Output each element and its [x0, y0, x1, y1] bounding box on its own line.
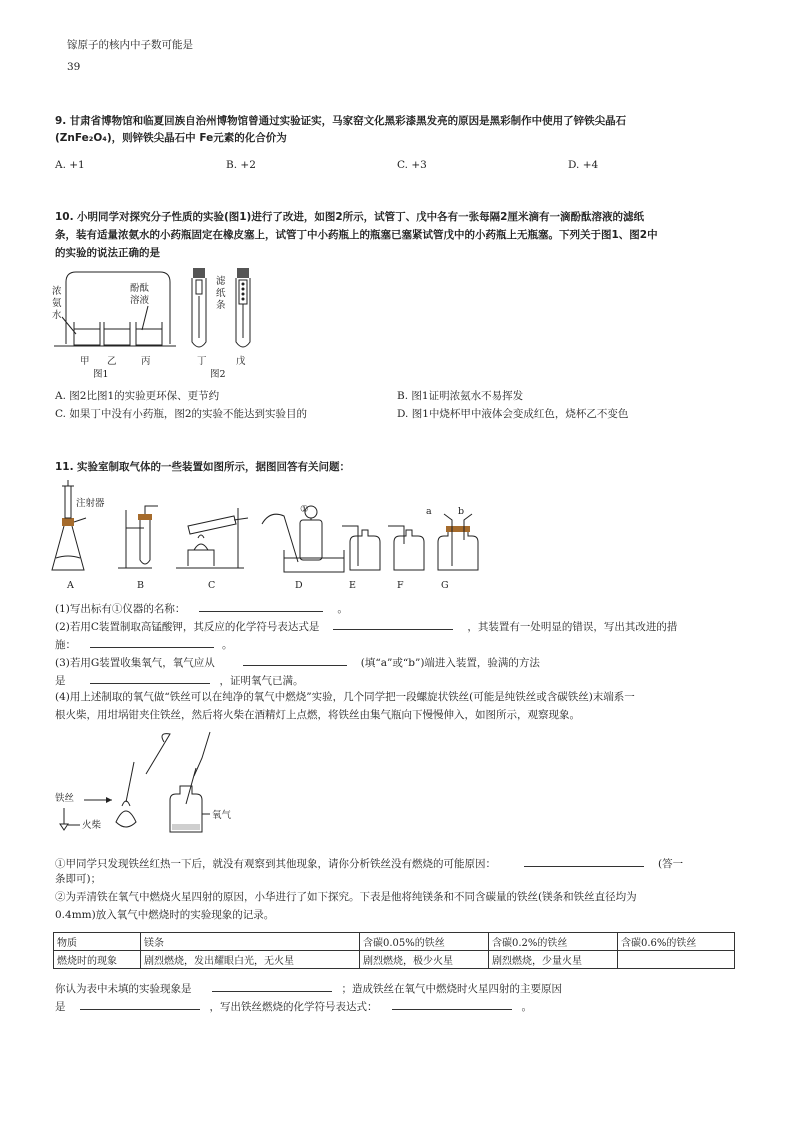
flask-a [52, 526, 84, 570]
vial-ding [196, 280, 202, 294]
stopper-a [62, 518, 74, 526]
alcohol-lamp [116, 811, 136, 827]
label-jia: 甲 [80, 356, 90, 367]
table-cell: 剧烈燃烧，少量火星 [489, 951, 618, 969]
bell-jar [66, 272, 170, 344]
q11-s1-blank[interactable] [199, 600, 323, 612]
q11-s2-line-1 [55, 618, 677, 635]
experiment-table [53, 932, 735, 969]
table-cell: 剧烈燃烧，极少火星 [360, 951, 489, 969]
q11-s2-blank-1[interactable] [333, 618, 453, 630]
q9-option-d: D. +4 [568, 159, 599, 171]
q11-s2-l2pre: 施： [55, 639, 76, 651]
q11-s4-line-2: 根火柴，用坩埚钳夹住铁丝，然后将火柴在酒精灯上点燃，将铁丝由集气瓶向下慢慢伸入，如图所示，观察现象。 [55, 709, 580, 721]
q11-last-pre: 你认为表中未填的实验现象是 [55, 983, 192, 995]
q11-p2-line-1: ②为弄清铁在氧气中燃烧火星四射的原因，小华进行了如下探究。下表是他将纯镁条和不同含碳量的铁丝(镁条和铁丝直径均为 [55, 891, 637, 903]
label-syringe: 注射器 [76, 498, 105, 509]
q11-s3-l2post: ，证明氧气已满。 [219, 675, 304, 687]
test-tube-c [188, 516, 236, 534]
q11-s3-l2pre: 是 [55, 675, 66, 687]
table-row [54, 951, 735, 969]
q11-s2-l2post: 。 [222, 639, 233, 651]
label-apparatus-g: G [441, 580, 449, 591]
q11-s3-line-1 [55, 654, 540, 671]
q11-p1-post: (答一 [658, 858, 684, 870]
q11-s4-line-1: (4)用上述制取的氧气做“铁丝可以在纯净的氧气中燃烧”实验，几个同学把一段螺旋状铁丝(可能是纯铁丝或含碳铁丝)末端系一 [55, 691, 635, 703]
q11-p1-line-2: 条即可)； [55, 873, 102, 885]
q11-p2-line-2: 0.4mm)放入氧气中燃烧时的实验现象的记录。 [55, 909, 275, 921]
beaker-bing [136, 322, 162, 345]
q10-number: 10. [55, 211, 74, 223]
tube-f [388, 526, 404, 544]
q9-stem-text-1: 甘肃省博物馆和临夏回族自治州博物馆曾通过实验证实，马家窑文化黑彩漆黑发亮的原因是黑彩制作中使用了锌铁尖晶石 [69, 115, 627, 127]
table-header-row [54, 933, 735, 951]
label-paper-1: 滤 [216, 276, 226, 287]
label-bing: 丙 [141, 356, 151, 367]
label-apparatus-b: B [137, 580, 144, 591]
label-ammonia-1: 浓 [52, 286, 62, 297]
label-apparatus-c: C [208, 580, 216, 591]
gas-collecting-bottle-d [300, 520, 322, 560]
label-port-b: b [458, 506, 465, 517]
q11-last-line-1 [55, 980, 562, 997]
label-match: 火柴 [82, 820, 102, 831]
label-yi: 乙 [107, 356, 117, 367]
q10-option-c: C. 如果丁中没有小药瓶，图2的实验不能达到实验目的 [55, 408, 308, 420]
q11-last-l2mid: ，写出铁丝燃烧的化学符号表达式： [209, 1001, 378, 1013]
label-paper-2: 纸 [216, 288, 226, 299]
q11-p1-pre: ①甲同学只发现铁丝红热一下后，就没有观察到其他现象，请你分析铁丝没有燃烧的可能原因： [55, 858, 496, 870]
q9-stem-line-2: (ZnFe₂O₄)，则锌铁尖晶石中 Fe元素的化合价为 [55, 132, 287, 144]
q11-number: 11. [55, 461, 74, 473]
wire-1 [126, 762, 134, 802]
q11-last-l2pre: 是 [55, 1001, 66, 1013]
tongs-2 [194, 732, 210, 776]
table-header-cell: 含碳0.05%的铁丝 [360, 933, 489, 951]
label-ammonia-2: 氨 [52, 298, 62, 309]
table-cell: 燃烧时的现象 [54, 951, 141, 969]
label-ding: 丁 [197, 356, 207, 367]
tube-g-a [444, 514, 452, 566]
wood-block-c [188, 550, 214, 566]
label-mark-1: ① [300, 504, 309, 515]
q11-last-line-2 [55, 998, 532, 1015]
intro-line-2: 39 [67, 61, 81, 73]
q11-s3-line-2 [55, 672, 304, 689]
label-wu: 戊 [236, 356, 246, 367]
label-apparatus-d: D [295, 580, 303, 591]
label-phenol-2: 溶液 [130, 295, 150, 306]
q10-stem-line-2: 条，装有适量浓氨水的小药瓶固定在橡皮塞上，试管丁中小药瓶上的瓶塞已塞紧试管戊中的小药瓶上无瓶塞。下列关于图1、图2中 [55, 229, 658, 241]
tongs-1 [146, 734, 170, 774]
q10-option-b: B. 图1证明浓氨水不易挥发 [397, 390, 524, 402]
bottle-f [394, 530, 424, 570]
q10-stem-line-3: 的实验的说法正确的是 [55, 247, 160, 259]
stopper-ding [193, 268, 205, 278]
q11-s2-blank-2[interactable] [90, 636, 214, 648]
label-iron-wire: 铁丝 [55, 793, 75, 804]
bottle-water [172, 824, 200, 830]
label-fig1: 图1 [93, 369, 109, 380]
q11-p1-line-1 [55, 855, 683, 872]
stopper-b [138, 514, 152, 520]
bottle-e [350, 530, 380, 570]
table-cell: 剧烈燃烧，发出耀眼白光，无火星 [141, 951, 360, 969]
q9-option-a: A. +1 [55, 159, 85, 171]
intro-line-1: 镓原子的核内中子数可能是 [67, 39, 193, 51]
syringe-a [65, 486, 71, 518]
q10-stem-text-1: 小明同学对探究分子性质的实验(图1)进行了改进，如图2所示，试管丁、戊中各有一张每隔2厘米滴有一滴酚酞溶液的滤纸 [76, 211, 644, 223]
table-header-cell: 含碳0.6%的铁丝 [618, 933, 735, 951]
q11-s2-pre: (2)若用C装置制取高锰酸钾，其反应的化学符号表达式是 [55, 621, 320, 633]
stopper-g [446, 526, 470, 532]
q10-figure-1 [52, 262, 182, 362]
q11-s1-pre: (1)写出标有①仪器的名称： [55, 603, 186, 615]
label-apparatus-e: E [349, 580, 356, 591]
beaker-yi [104, 322, 130, 345]
q11-apparatus-figure [48, 480, 488, 580]
q11-last-l2post: 。 [521, 1001, 532, 1013]
q11-s2-line-2 [55, 636, 233, 653]
pointer-phenol [142, 306, 148, 330]
q9-number: 9. [55, 115, 67, 127]
q10-option-a: A. 图2比图1的实验更环保、更节约 [55, 390, 220, 402]
q11-stem-line [55, 460, 350, 475]
q11-s1-post: 。 [337, 603, 348, 615]
table-header-cell: 物质 [54, 933, 141, 951]
label-ammonia-3: 水 [52, 310, 62, 321]
beaker-jia [74, 322, 100, 345]
label-apparatus-a: A [67, 580, 74, 591]
q10-stem-line-1 [55, 210, 644, 225]
table-cell-blank[interactable] [618, 951, 735, 969]
label-port-a: a [426, 506, 432, 517]
label-phenol-1: 酚酞 [130, 283, 150, 294]
label-fig2: 图2 [210, 369, 226, 380]
table-header-cell: 含碳0.2%的铁丝 [489, 933, 618, 951]
delivery-tube-d [262, 514, 298, 562]
q11-s1 [55, 600, 348, 617]
label-paper-3: 条 [216, 300, 226, 311]
label-oxygen: 氧气 [212, 810, 232, 821]
q11-s3-mid: (填“a”或“b”)端进入装置，验满的方法 [360, 657, 540, 669]
table-header-cell: 镁条 [141, 933, 360, 951]
stopper-wu [237, 268, 249, 278]
q11-s3-pre: (3)若用G装置收集氧气，氧气应从 [55, 657, 215, 669]
q11-stem-text: 实验室制取气体的一些装置如图所示，据图回答有关问题： [76, 461, 350, 473]
q9-stem-line-1 [55, 114, 626, 129]
bottle-g [438, 530, 478, 570]
q11-last-blank-1[interactable] [212, 980, 332, 992]
q9-option-b: B. +2 [226, 159, 256, 171]
alcohol-lamp-c [194, 544, 208, 550]
q11-s2-mid: ，其装置有一处明显的错误，写出其改进的措 [467, 621, 678, 633]
q11-last-blank-2[interactable] [80, 998, 200, 1010]
test-tube-b [140, 520, 150, 564]
q11-s3-blank-1[interactable] [243, 654, 347, 666]
q11-last-blank-3[interactable] [392, 998, 512, 1010]
label-apparatus-f: F [397, 580, 404, 591]
q9-option-c: C. +3 [397, 159, 427, 171]
q10-option-d: D. 图1中烧杯甲中液体会变成红色，烧杯乙不变色 [397, 408, 629, 420]
q11-s3-blank-2[interactable] [90, 672, 210, 684]
q11-p1-blank[interactable] [524, 855, 644, 867]
water-trough-d [284, 550, 344, 572]
q11-last-mid: ；造成铁丝在氧气中燃烧时火星四射的主要原因 [341, 983, 562, 995]
